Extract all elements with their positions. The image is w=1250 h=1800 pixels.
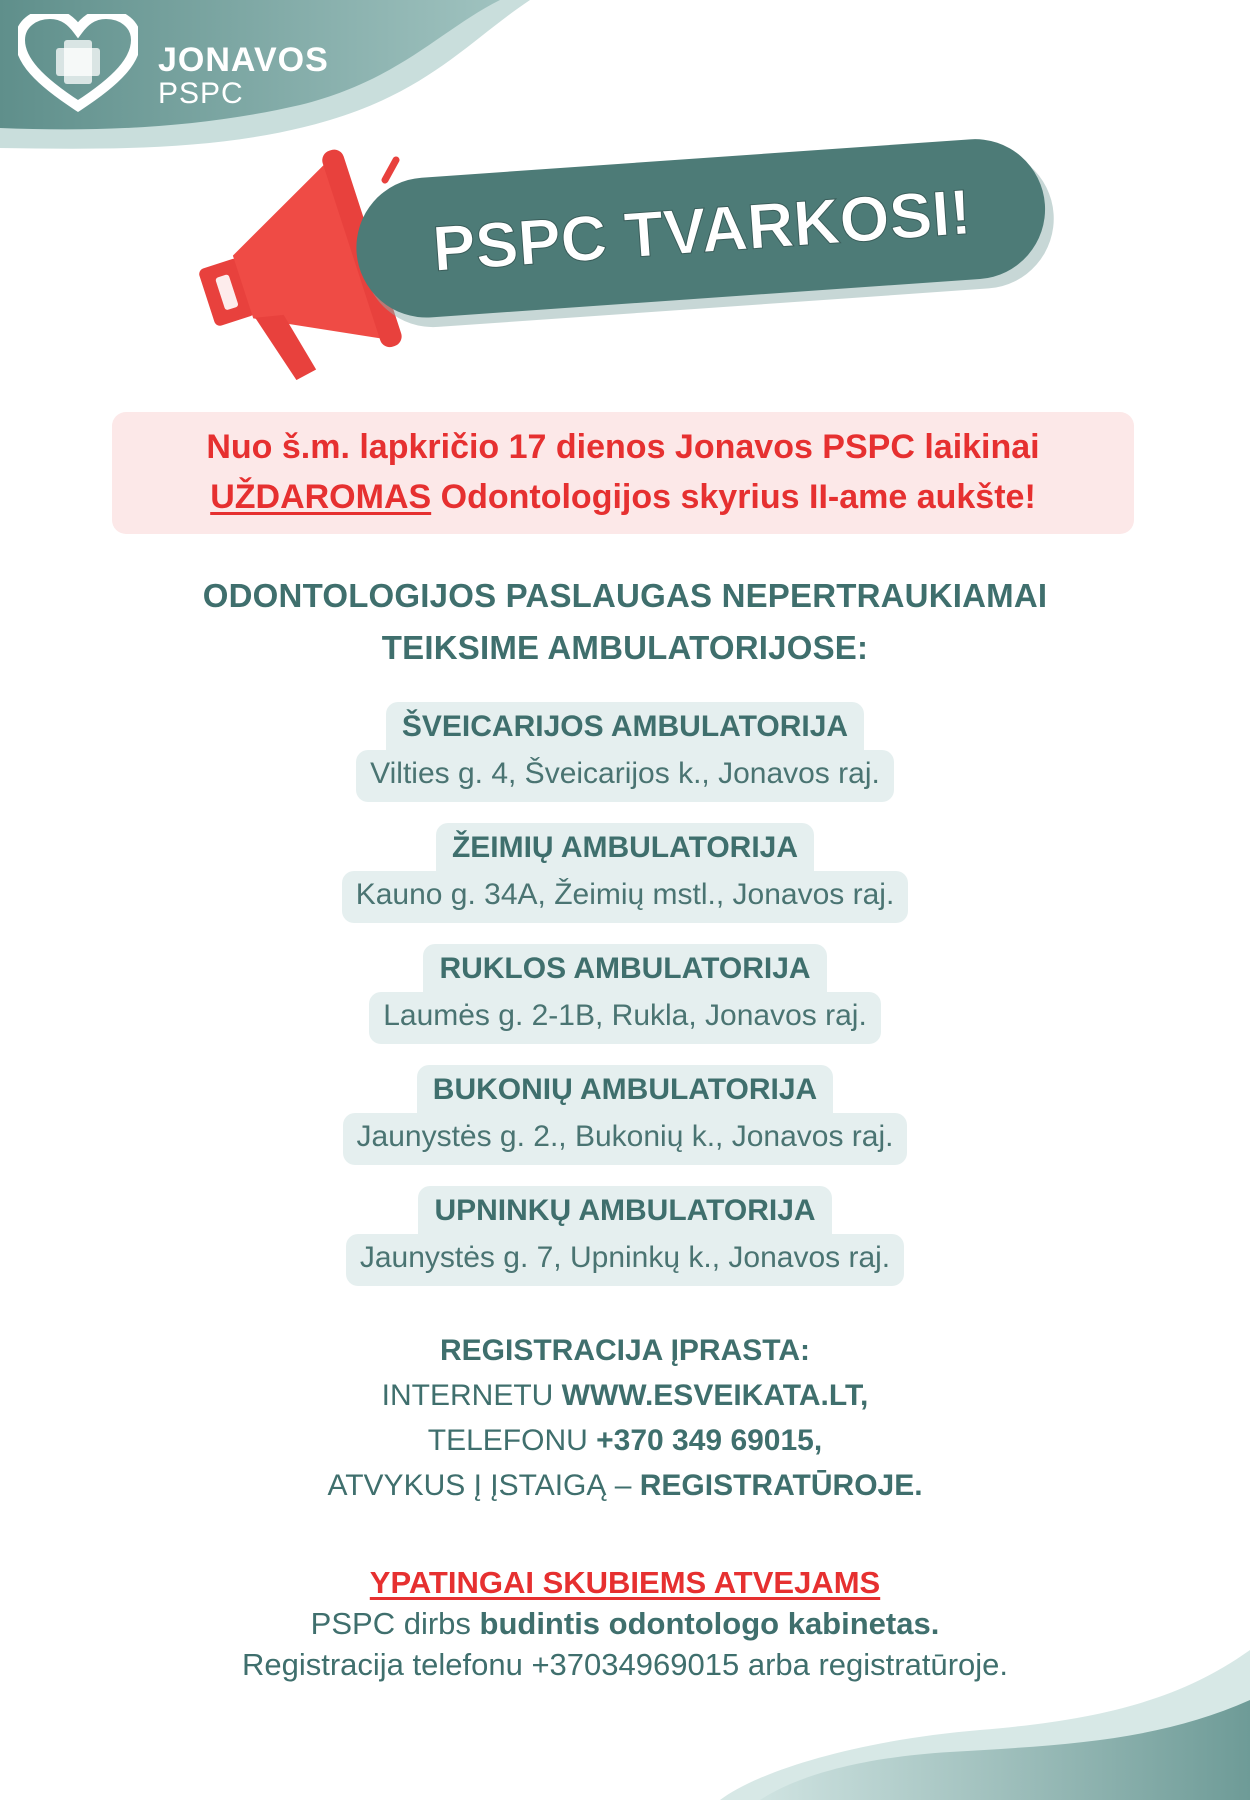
heading-line-1: ODONTOLOGIJOS PASLAUGAS NEPERTRAUKIAMAI xyxy=(202,577,1048,614)
services-heading xyxy=(0,570,1250,674)
ambulatory-name: ŠVEICARIJOS AMBULATORIJA xyxy=(386,702,864,750)
notice-line-1: Nuo š.m. lapkričio 17 dienos Jonavos PSPC laikinai xyxy=(206,428,1040,466)
logo-text xyxy=(158,42,329,110)
registration-visit: ATVYKUS Į ĮSTAIGĄ – REGISTRATŪROJE. xyxy=(327,1469,923,1502)
urgent-line-1: PSPC dirbs budintis odontologo kabinetas. xyxy=(310,1606,940,1641)
title-banner xyxy=(350,128,1062,336)
ambulatory-address: Kauno g. 34A, Žeimių mstl., Jonavos raj. xyxy=(342,871,909,923)
registration-phone: TELEFONU +370 349 69015, xyxy=(427,1424,823,1457)
ambulatory-address: Laumės g. 2-1B, Rukla, Jonavos raj. xyxy=(369,992,881,1044)
ambulatory-block xyxy=(0,1065,1250,1165)
ambulatory-name: BUKONIŲ AMBULATORIJA xyxy=(417,1065,833,1113)
ambulatory-name: ŽEIMIŲ AMBULATORIJA xyxy=(436,823,814,871)
phone-number[interactable]: +370 349 69015, xyxy=(596,1424,823,1457)
banner-title: PSPC TVARKOSI! xyxy=(430,175,974,286)
ambulatory-address: Jaunystės g. 7, Upninkų k., Jonavos raj. xyxy=(346,1234,904,1286)
ambulatory-block xyxy=(0,823,1250,923)
closure-notice xyxy=(112,412,1134,534)
logo xyxy=(18,14,329,114)
urgent-title: YPATINGAI SKUBIEMS ATVEJAMS xyxy=(369,1565,881,1600)
notice-line-2 xyxy=(112,472,1134,522)
ambulatory-block xyxy=(0,1186,1250,1286)
ambulatory-name: UPNINKŲ AMBULATORIJA xyxy=(418,1186,831,1234)
registration-internet: INTERNETU WWW.ESVEIKATA.LT, xyxy=(381,1379,869,1412)
heading-line-2: TEIKSIME AMBULATORIJOSE: xyxy=(381,629,869,666)
ambulatory-block xyxy=(0,702,1250,802)
notice-line-2-rest: Odontologijos skyrius II-ame aukšte! xyxy=(431,478,1036,516)
notice-underlined: UŽDAROMAS xyxy=(210,478,432,516)
logo-line-2: PSPC xyxy=(158,77,244,110)
website-link[interactable]: WWW.ESVEIKATA.LT, xyxy=(561,1379,869,1412)
registration-title: REGISTRACIJA ĮPRASTA: xyxy=(439,1334,811,1367)
ambulatory-name: RUKLOS AMBULATORIJA xyxy=(423,944,826,992)
heart-cross-logo-icon xyxy=(18,14,138,114)
urgent-section xyxy=(0,1562,1250,1685)
ambulatory-block xyxy=(0,944,1250,1044)
ambulatory-address: Vilties g. 4, Šveicarijos k., Jonavos raj. xyxy=(356,750,894,802)
registration-section xyxy=(0,1328,1250,1508)
ambulatory-address: Jaunystės g. 2., Bukonių k., Jonavos raj. xyxy=(343,1113,908,1165)
logo-line-1: JONAVOS xyxy=(158,41,329,79)
urgent-line-2: Registracija telefonu +37034969015 arba registratūroje. xyxy=(241,1647,1009,1682)
